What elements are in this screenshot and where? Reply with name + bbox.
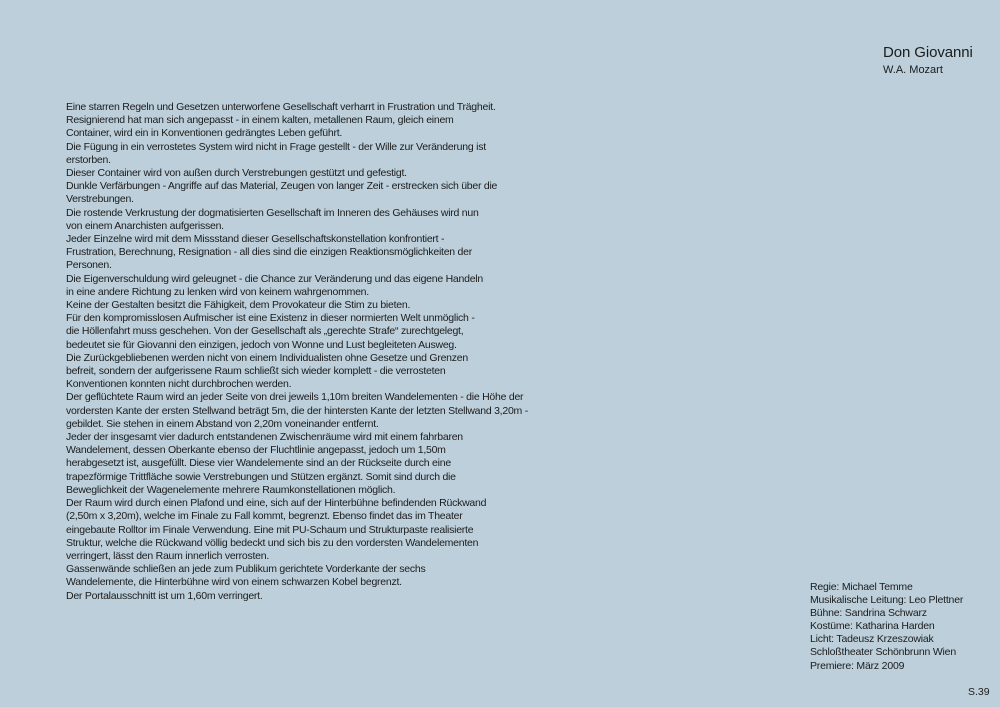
text-line: Der Portalausschnitt ist um 1,60m verringert.: [66, 589, 263, 602]
text-line: Struktur, welche die Rückwand völlig bedeckt und sich bis zu den vordersten Wandelementen: [66, 536, 479, 549]
text-line: (2,50m x 3,20m), welche im Finale zu Fall kommt, begrenzt. Ebenso findet das im Theater: [66, 510, 463, 523]
text-line: in eine andere Richtung zu lenken wird von keinem wahrgenommen.: [66, 285, 369, 298]
credit-stage-design: Bühne: Sandrina Schwarz: [810, 607, 927, 620]
description-text: [66, 101, 536, 603]
text-line: Der Raum wird durch einen Plafond und eine, sich auf der Hinterbühne befindenden Rückwand: [66, 497, 487, 510]
credit-musical-director: Musikalische Leitung: Leo Plettner: [810, 594, 964, 607]
text-line: von einem Anarchisten aufgerissen.: [66, 219, 224, 232]
text-line: Dieser Container wird von außen durch Verstrebungen gestützt und gefestigt.: [66, 167, 407, 180]
text-line: Die Eigenverschuldung wird geleugnet - die Chance zur Veränderung und das eigene Handeln: [66, 272, 483, 285]
text-line: Wandelemente, die Hinterbühne wird von einem schwarzen Kobel begrenzt.: [66, 576, 402, 589]
credit-premiere: Premiere: März 2009: [810, 659, 905, 672]
page-title: Don Giovanni: [883, 44, 973, 61]
text-line: befreit, sondern der aufgerissene Raum schließt sich wieder komplett - die verrosteten: [66, 365, 446, 378]
text-line: Container, wird ein in Konventionen gedrängtes Leben geführt.: [66, 127, 343, 140]
text-line: Personen.: [66, 259, 112, 272]
text-line: bedeutet sie für Giovanni den einzigen, jedoch von Wonne und Lust begleiteten Ausweg.: [66, 338, 457, 351]
text-line: Keine der Gestalten besitzt die Fähigkeit, dem Provokateur die Stim zu bieten.: [66, 299, 411, 312]
text-line: Konventionen konnten nicht durchbrochen werden.: [66, 378, 292, 391]
text-line: Wandelement, dessen Oberkante ebenso der Fluchtlinie angepasst, jedoch um 1,50m: [66, 444, 446, 457]
text-line: Frustration, Berechnung, Resignation - all dies sind die einzigen Reaktionsmöglichkeiten der: [66, 246, 472, 259]
text-line: Verstrebungen.: [66, 193, 134, 206]
text-line: vordersten Kante der ersten Stellwand beträgt 5m, die der hintersten Kante der letzten Stellwand 3,20m -: [66, 404, 528, 417]
text-line: Für den kompromisslosen Aufmischer ist eine Existenz in dieser normierten Welt unmöglich -: [66, 312, 475, 325]
credit-lighting: Licht: Tadeusz Krzeszowiak: [810, 633, 934, 646]
page-number: S.39: [968, 686, 990, 698]
text-line: erstorben.: [66, 153, 111, 166]
text-line: Die rostende Verkrustung der dogmatisierten Gesellschaft im Inneren des Gehäuses wird nun: [66, 206, 479, 219]
production-credits: [810, 581, 963, 673]
text-line: Gassenwände schließen an jede zum Publikum gerichtete Vorderkante der sechs: [66, 563, 426, 576]
text-line: eingebaute Rolltor im Finale Verwendung. Eine mit PU-Schaum und Strukturpaste realisierte: [66, 523, 474, 536]
text-line: trapezförmige Trittfläche sowie Verstrebungen und Stützen ergänzt. Somit sind durch die: [66, 470, 456, 483]
title-block: [883, 44, 973, 77]
text-line: Eine starren Regeln und Gesetzen unterworfene Gesellschaft verharrt in Frustration und Trägheit.: [66, 101, 496, 113]
text-line: Beweglichkeit der Wagenelemente mehrere Raumkonstellationen möglich.: [66, 483, 396, 496]
text-line: gebildet. Sie stehen in einem Abstand von 2,20m voneinander entfernt.: [66, 417, 379, 430]
composer-name: W.A. Mozart: [883, 64, 943, 76]
text-line: Dunkle Verfärbungen - Angriffe auf das Material, Zeugen von langer Zeit - erstrecken sich über die: [66, 180, 498, 193]
text-line: Die Fügung in ein verrostetes System wird nicht in Frage gestellt - der Wille zur Veränderung ist: [66, 140, 486, 153]
text-line: die Höllenfahrt muss geschehen. Von der Gesellschaft als „gerechte Strafe“ zurechtgelegt,: [66, 325, 464, 338]
text-line: Die Zurückgebliebenen werden nicht von einem Individualisten ohne Gesetze und Grenzen: [66, 351, 468, 364]
credit-costumes: Kostüme: Katharina Harden: [810, 620, 935, 633]
text-line: Der geflüchtete Raum wird an jeder Seite von drei jeweils 1,10m breiten Wandelementen - die Höhe der: [66, 391, 524, 404]
text-line: herabgesetzt ist, ausgefüllt. Diese vier Wandelemente sind an der Rückseite durch eine: [66, 457, 451, 470]
credit-venue: Schloßtheater Schönbrunn Wien: [810, 646, 956, 659]
text-line: Jeder der insgesamt vier dadurch entstandenen Zwischenräume wird mit einem fahrbaren: [66, 431, 463, 444]
text-line: Resignierend hat man sich angepasst - in einem kalten, metallenen Raum, gleich einem: [66, 114, 454, 127]
text-line: verringert, lässt den Raum innerlich verrosten.: [66, 549, 270, 562]
credit-director: Regie: Michael Temme: [810, 581, 913, 593]
text-line: Jeder Einzelne wird mit dem Missstand dieser Gesellschaftskonstellation konfrontiert -: [66, 233, 445, 246]
